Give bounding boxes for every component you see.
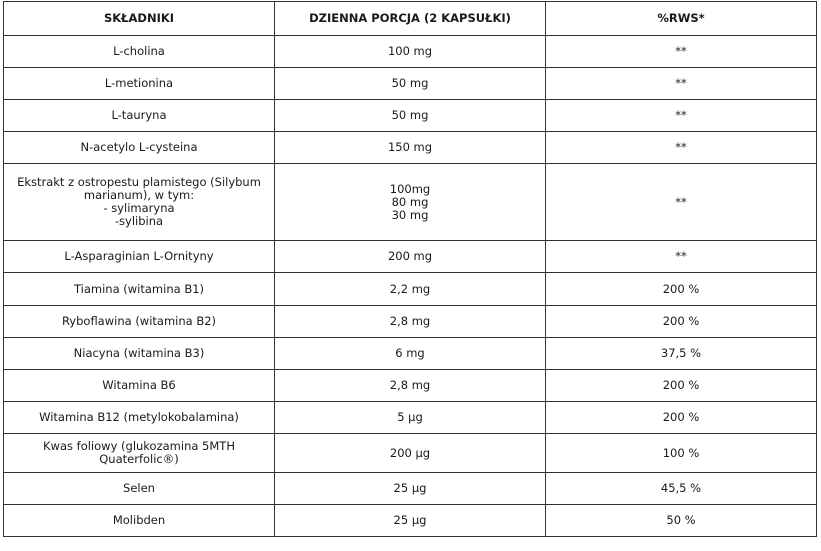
header-rws: %RWS* xyxy=(546,2,817,36)
ingredient-dose: 2,8 mg xyxy=(275,370,546,402)
ingredient-name: L-metionina xyxy=(4,68,275,100)
ingredient-dose: 50 mg xyxy=(275,68,546,100)
ingredient-name: L-tauryna xyxy=(4,100,275,132)
table-row xyxy=(4,241,817,273)
ingredients-table xyxy=(3,1,817,537)
ingredient-rws: ** xyxy=(546,164,817,241)
header-daily-dose: DZIENNA PORCJA (2 KAPSUŁKI) xyxy=(275,2,546,36)
table-row xyxy=(4,370,817,402)
ingredient-name: Witamina B12 (metylokobalamina) xyxy=(4,402,275,434)
ingredient-name: N-acetylo L-cysteina xyxy=(4,132,275,164)
ingredient-rws: ** xyxy=(546,36,817,68)
ingredient-dose: 200 mg xyxy=(275,241,546,273)
ingredient-name: L-cholina xyxy=(4,36,275,68)
table-row xyxy=(4,164,817,241)
ingredient-rws: 200 % xyxy=(546,370,817,402)
ingredient-rws: ** xyxy=(546,100,817,132)
ingredient-rws: 50 % xyxy=(546,505,817,537)
table-row xyxy=(4,100,817,132)
header-ingredients: SKŁADNIKI xyxy=(4,2,275,36)
ingredient-name-line: - sylimaryna xyxy=(103,201,175,215)
ingredient-name-line: -sylibina xyxy=(114,214,164,228)
table-row xyxy=(4,36,817,68)
ingredient-name: Witamina B6 xyxy=(4,370,275,402)
table-header-row xyxy=(4,2,817,36)
ingredient-name: Molibden xyxy=(4,505,275,537)
table-row xyxy=(4,505,817,537)
ingredient-rws: 45,5 % xyxy=(546,473,817,505)
ingredient-name: Tiamina (witamina B1) xyxy=(4,273,275,306)
table-row xyxy=(4,132,817,164)
ingredient-rws: ** xyxy=(546,68,817,100)
ingredient-rws: 200 % xyxy=(546,306,817,338)
ingredient-rws: 37,5 % xyxy=(546,338,817,370)
ingredient-dose: 150 mg xyxy=(275,132,546,164)
ingredient-name xyxy=(4,164,275,241)
ingredient-dose: 2,2 mg xyxy=(275,273,546,306)
ingredient-name-line: Ekstrakt z ostropestu plamistego (Silybum marianum), w tym: xyxy=(17,175,261,202)
ingredient-dose: 200 µg xyxy=(275,434,546,473)
ingredient-name: Ryboflawina (witamina B2) xyxy=(4,306,275,338)
ingredient-name: Niacyna (witamina B3) xyxy=(4,338,275,370)
ingredient-rws: ** xyxy=(546,132,817,164)
ingredient-rws: 100 % xyxy=(546,434,817,473)
ingredient-rws: 200 % xyxy=(546,273,817,306)
ingredient-dose xyxy=(275,164,546,241)
ingredient-dose: 2,8 mg xyxy=(275,306,546,338)
table-row xyxy=(4,473,817,505)
ingredient-dose: 50 mg xyxy=(275,100,546,132)
ingredient-dose: 25 µg xyxy=(275,473,546,505)
ingredient-dose-line: 80 mg xyxy=(391,194,429,209)
ingredient-name: L-Asparaginian L-Ornityny xyxy=(4,241,275,273)
ingredient-dose: 25 µg xyxy=(275,505,546,537)
ingredient-rws: 200 % xyxy=(546,402,817,434)
ingredient-dose: 100 mg xyxy=(275,36,546,68)
table-row xyxy=(4,434,817,473)
ingredient-dose: 6 mg xyxy=(275,338,546,370)
ingredient-rws: ** xyxy=(546,241,817,273)
ingredient-name: Kwas foliowy (glukozamina 5MTH Quaterfolic®) xyxy=(4,434,275,473)
ingredient-dose-line: 30 mg xyxy=(391,207,429,222)
table-row xyxy=(4,273,817,306)
ingredient-dose-line: 100mg xyxy=(389,181,431,196)
table-row xyxy=(4,306,817,338)
ingredient-dose: 5 µg xyxy=(275,402,546,434)
ingredient-name: Selen xyxy=(4,473,275,505)
table-row xyxy=(4,338,817,370)
table-row xyxy=(4,402,817,434)
table-row xyxy=(4,68,817,100)
